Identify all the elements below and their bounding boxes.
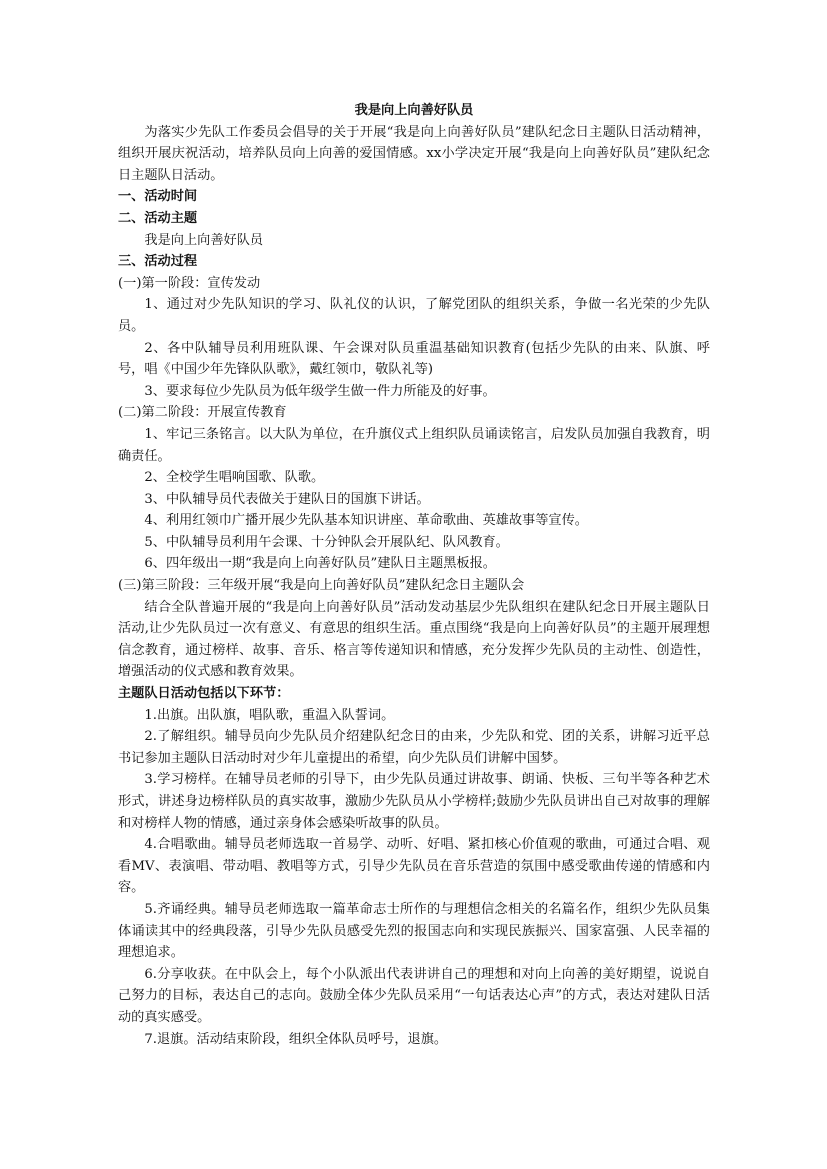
section-heading-process: 三、活动过程 <box>118 254 198 270</box>
section-heading-time: 一、活动时间 <box>118 189 198 205</box>
stage-2-heading: (二)第二阶段：开展宣传教育 <box>118 405 287 421</box>
intro-paragraph: 为落实少先队工作委员会倡导的关于开展“我是向上向善好队员”建队纪念日主题队日活动精神，组织开展庆祝活动，培养队员向上向善的爱国情感。xx小学决定开展“我是向上向善好队员”建队纪念日主题队日活动。 <box>118 124 710 183</box>
segment-item: 5.齐诵经典。辅导员老师选取一篇革命志士所作的与理想信念相关的名篇名作，组织少先队员集体诵读其中的经典段落，引导少先队员感受先烈的报国志向和实现民族振兴、国家富强、人民幸福的理想追求。 <box>118 901 710 961</box>
stage-3-heading: (三)第三阶段：三年级开展“我是向上向善好队员”建队纪念日主题队会 <box>118 578 525 594</box>
stage-3-paragraph: 结合全队普遍开展的“我是向上向善好队员”活动发动基层少先队组织在建队纪念日开展主题队日活动,让少先队员过一次有意义、有意思的组织生活。重点围绕“我是向上向善好队员”的主题开展理想信念教育，通过榜样、故事、音乐、格言等传递知识和情感，充分发挥少先队员的主动性、创造性，增强活动的仪式感和教育效果。 <box>118 599 710 680</box>
stage-2-item: 6、四年级出一期“我是向上向善好队员”建队日主题黑板报。 <box>144 556 496 572</box>
document-body <box>118 100 710 1050</box>
theme-text: 我是向上向善好队员 <box>144 232 264 248</box>
segment-item: 4.合唱歌曲。辅导员老师选取一首易学、动听、好唱、紧扣核心价值观的歌曲，可通过合唱、观看MV、表演唱、带动唱、教唱等方式，引导少先队员在音乐营造的氛围中感受歌曲传递的情感和内容。 <box>118 837 710 896</box>
segment-item: 2.了解组织。辅导员向少先队员介绍建队纪念日的由来，少先队和党、团的关系，讲解习近平总书记参加主题队日活动时对少年儿童提出的希望，向少先队员们讲解中国梦。 <box>118 729 710 766</box>
stage-2-item: 1、牢记三条铭言。以大队为单位，在升旗仪式上组织队员诵读铭言，启发队员加强自我教育，明确责任。 <box>118 426 710 464</box>
stage-2-item: 3、中队辅导员代表做关于建队日的国旗下讲话。 <box>144 491 430 507</box>
segment-item: 3.学习榜样。在辅导员老师的引导下，由少先队员通过讲故事、朗诵、快板、三句半等各种艺术形式，讲述身边榜样队员的真实故事，激励少先队员从小学榜样;鼓励少先队员讲出自己对故事的理解和对榜样人物的情感，通过亲身体会感染听故事的队员。 <box>118 772 710 831</box>
segment-item: 7.退旗。活动结束阶段，组织全体队员呼号，退旗。 <box>144 1031 448 1047</box>
stage-1-item: 1、通过对少先队知识的学习、队礼仪的认识，了解党团队的组织关系，争做一名光荣的少先队员。 <box>118 297 710 334</box>
page-title: 我是向上向善好队员 <box>354 103 474 118</box>
stage-1-item: 3、要求每位少先队员为低年级学生做一件力所能及的好事。 <box>144 383 496 399</box>
stage-1-item: 2、各中队辅导员利用班队课、午会课对队员重温基础知识教育(包括少先队的由来、队旗、呼号，唱《中国少年先锋队队歌》，戴红领巾，敬队礼等) <box>118 340 710 378</box>
stage-2-item: 2、全校学生唱响国歌、队歌。 <box>144 470 325 486</box>
segment-item: 1.出旗。出队旗，唱队歌，重温入队誓词。 <box>144 707 395 723</box>
section-heading-theme: 二、活动主题 <box>118 210 198 226</box>
segment-item: 6.分享收获。在中队会上，每个小队派出代表讲讲自己的理想和对向上向善的美好期望，说说自己努力的目标，表达自己的志向。鼓励全体少先队员采用“一句话表达心声”的方式，表达对建队日活动的真实感受。 <box>118 966 710 1025</box>
stage-2-item: 5、中队辅导员利用午会课、十分钟队会开展队纪、队风教育。 <box>144 534 509 550</box>
segments-heading: 主题队日活动包括以下环节： <box>118 686 290 702</box>
stage-1-heading: (一)第一阶段：宣传发动 <box>118 275 261 291</box>
stage-2-item: 4、利用红领巾广播开展少先队基本知识讲座、革命歌曲、英雄故事等宣传。 <box>144 513 588 529</box>
